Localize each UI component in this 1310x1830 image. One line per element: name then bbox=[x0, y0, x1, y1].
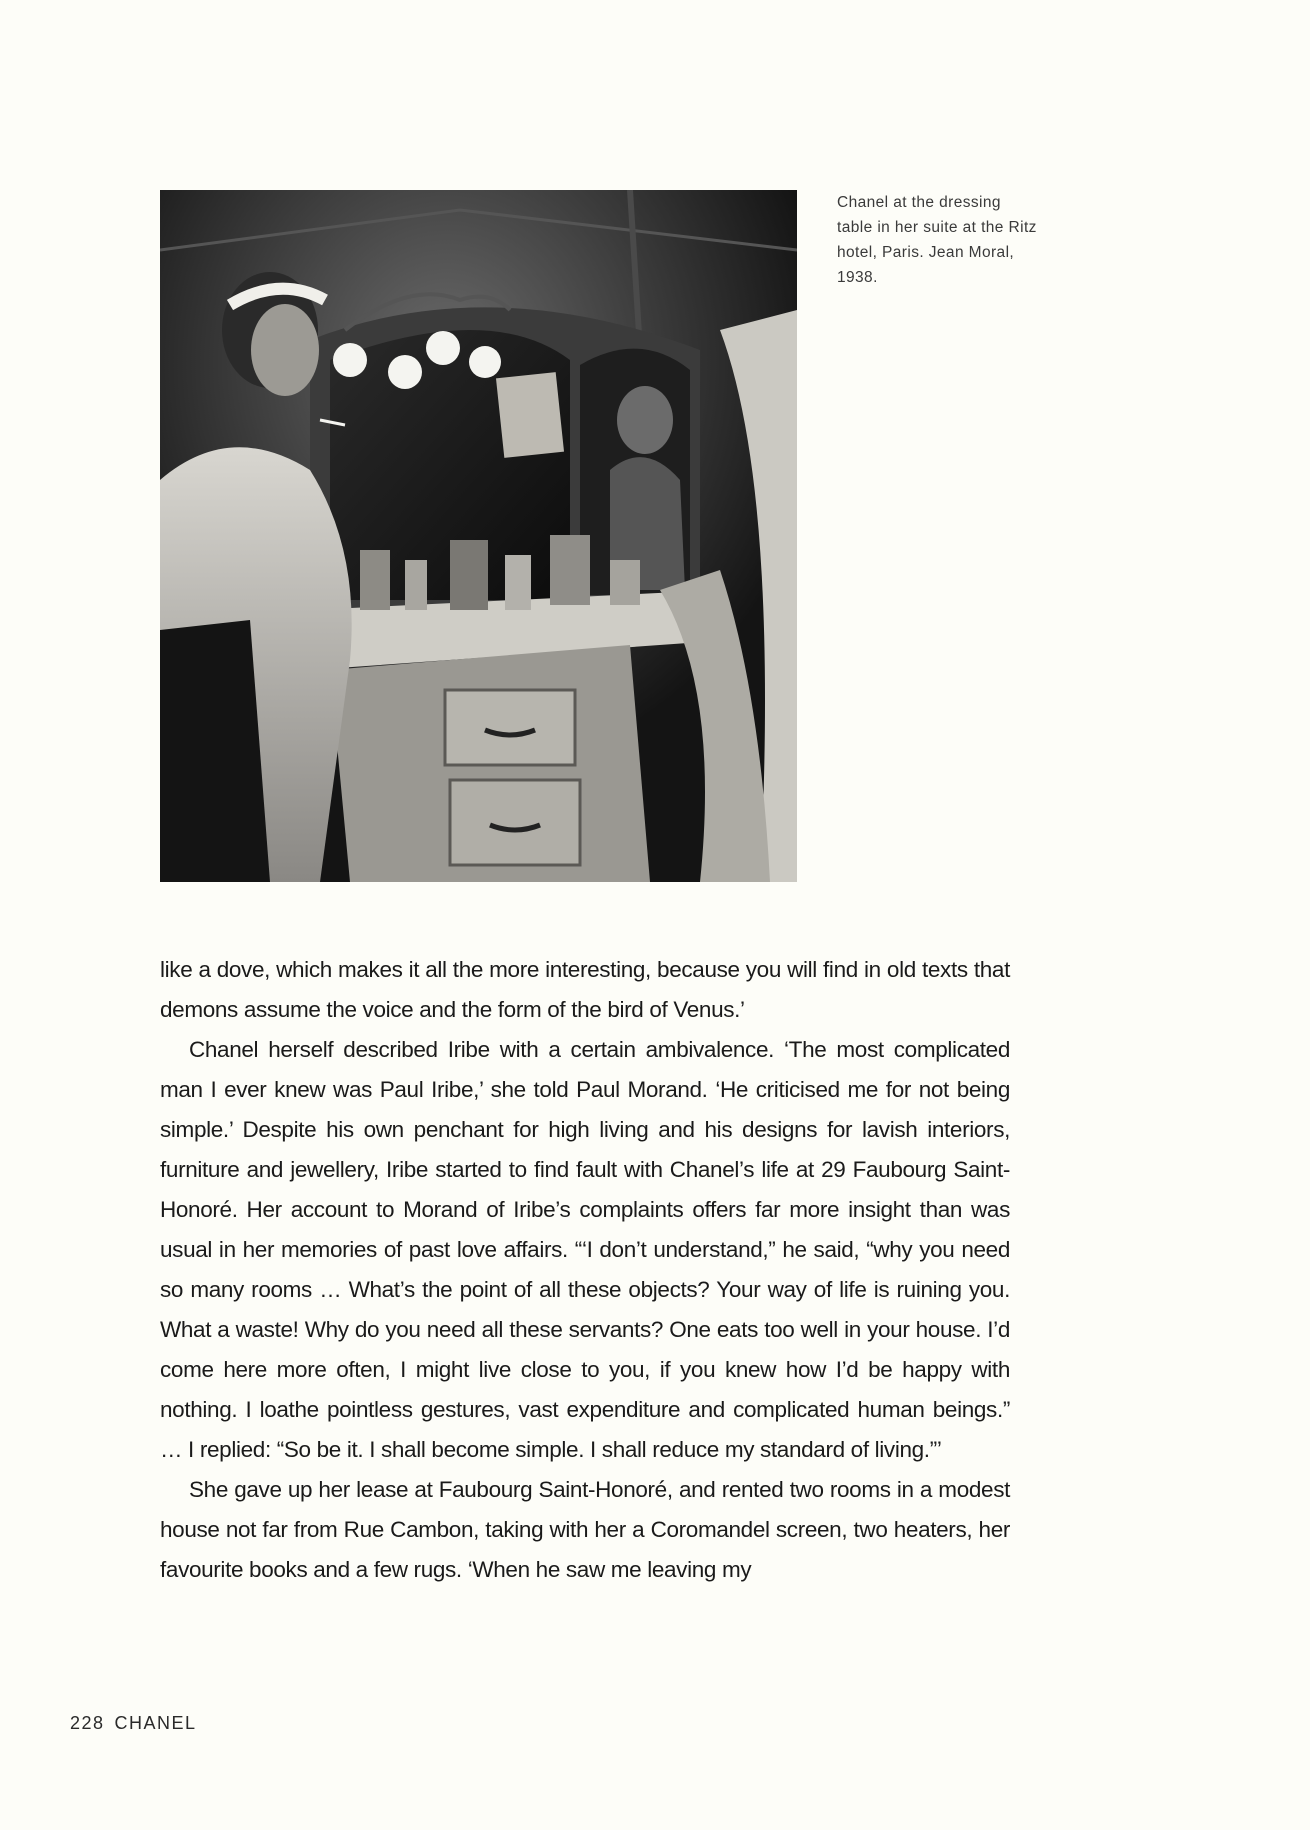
page-footer bbox=[70, 1713, 197, 1734]
page-number: 228 bbox=[70, 1713, 105, 1733]
photograph-chanel-dressing-table bbox=[160, 190, 797, 882]
paragraph: Chanel herself described Iribe with a certain ambivalence. ‘The most complicated man I ever knew was Paul Iribe,’ she told Paul Morand. ‘He criticised me for not being simple.’ Despite his own penchant for high living and his designs for lavish interiors, furniture and jewellery, Iribe started to find fault with Chanel’s life at 29 Faubourg Saint-Honoré. Her account to Morand of Iribe’s complaints offers far more insight than was usual in her memories of past love affairs. “‘I don’t understand,” he said, “why you need so many rooms … What’s the point of all these objects? Your way of life is ruining you. What a waste! Why do you need all these servants? One eats too well in your house. I’d come here more often, I might live close to you, if you knew how I’d be happy with nothing. I loathe pointless gestures, vast expenditure and complicated human beings.” … I replied: “So be it. I shall become simple. I shall reduce my standard of living.”’ bbox=[160, 1037, 1010, 1462]
photograph-illustration bbox=[160, 190, 797, 882]
figure-caption: Chanel at the dressing table in her suite at the Ritz hotel, Paris. Jean Moral, 1938. bbox=[837, 194, 1037, 286]
running-head: CHANEL bbox=[114, 1713, 197, 1733]
paragraph-continued: like a dove, which makes it all the more interesting, because you will find in old texts that demons assume the voice and the form of the bird of Venus.’ bbox=[160, 957, 1010, 1022]
body-text bbox=[160, 950, 1010, 1590]
paragraph: She gave up her lease at Faubourg Saint-Honoré, and rented two rooms in a modest house not far from Rue Cambon, taking with her a Coromandel screen, two heaters, her favourite books and a few rugs. ‘When he saw me leaving my bbox=[160, 1477, 1010, 1582]
